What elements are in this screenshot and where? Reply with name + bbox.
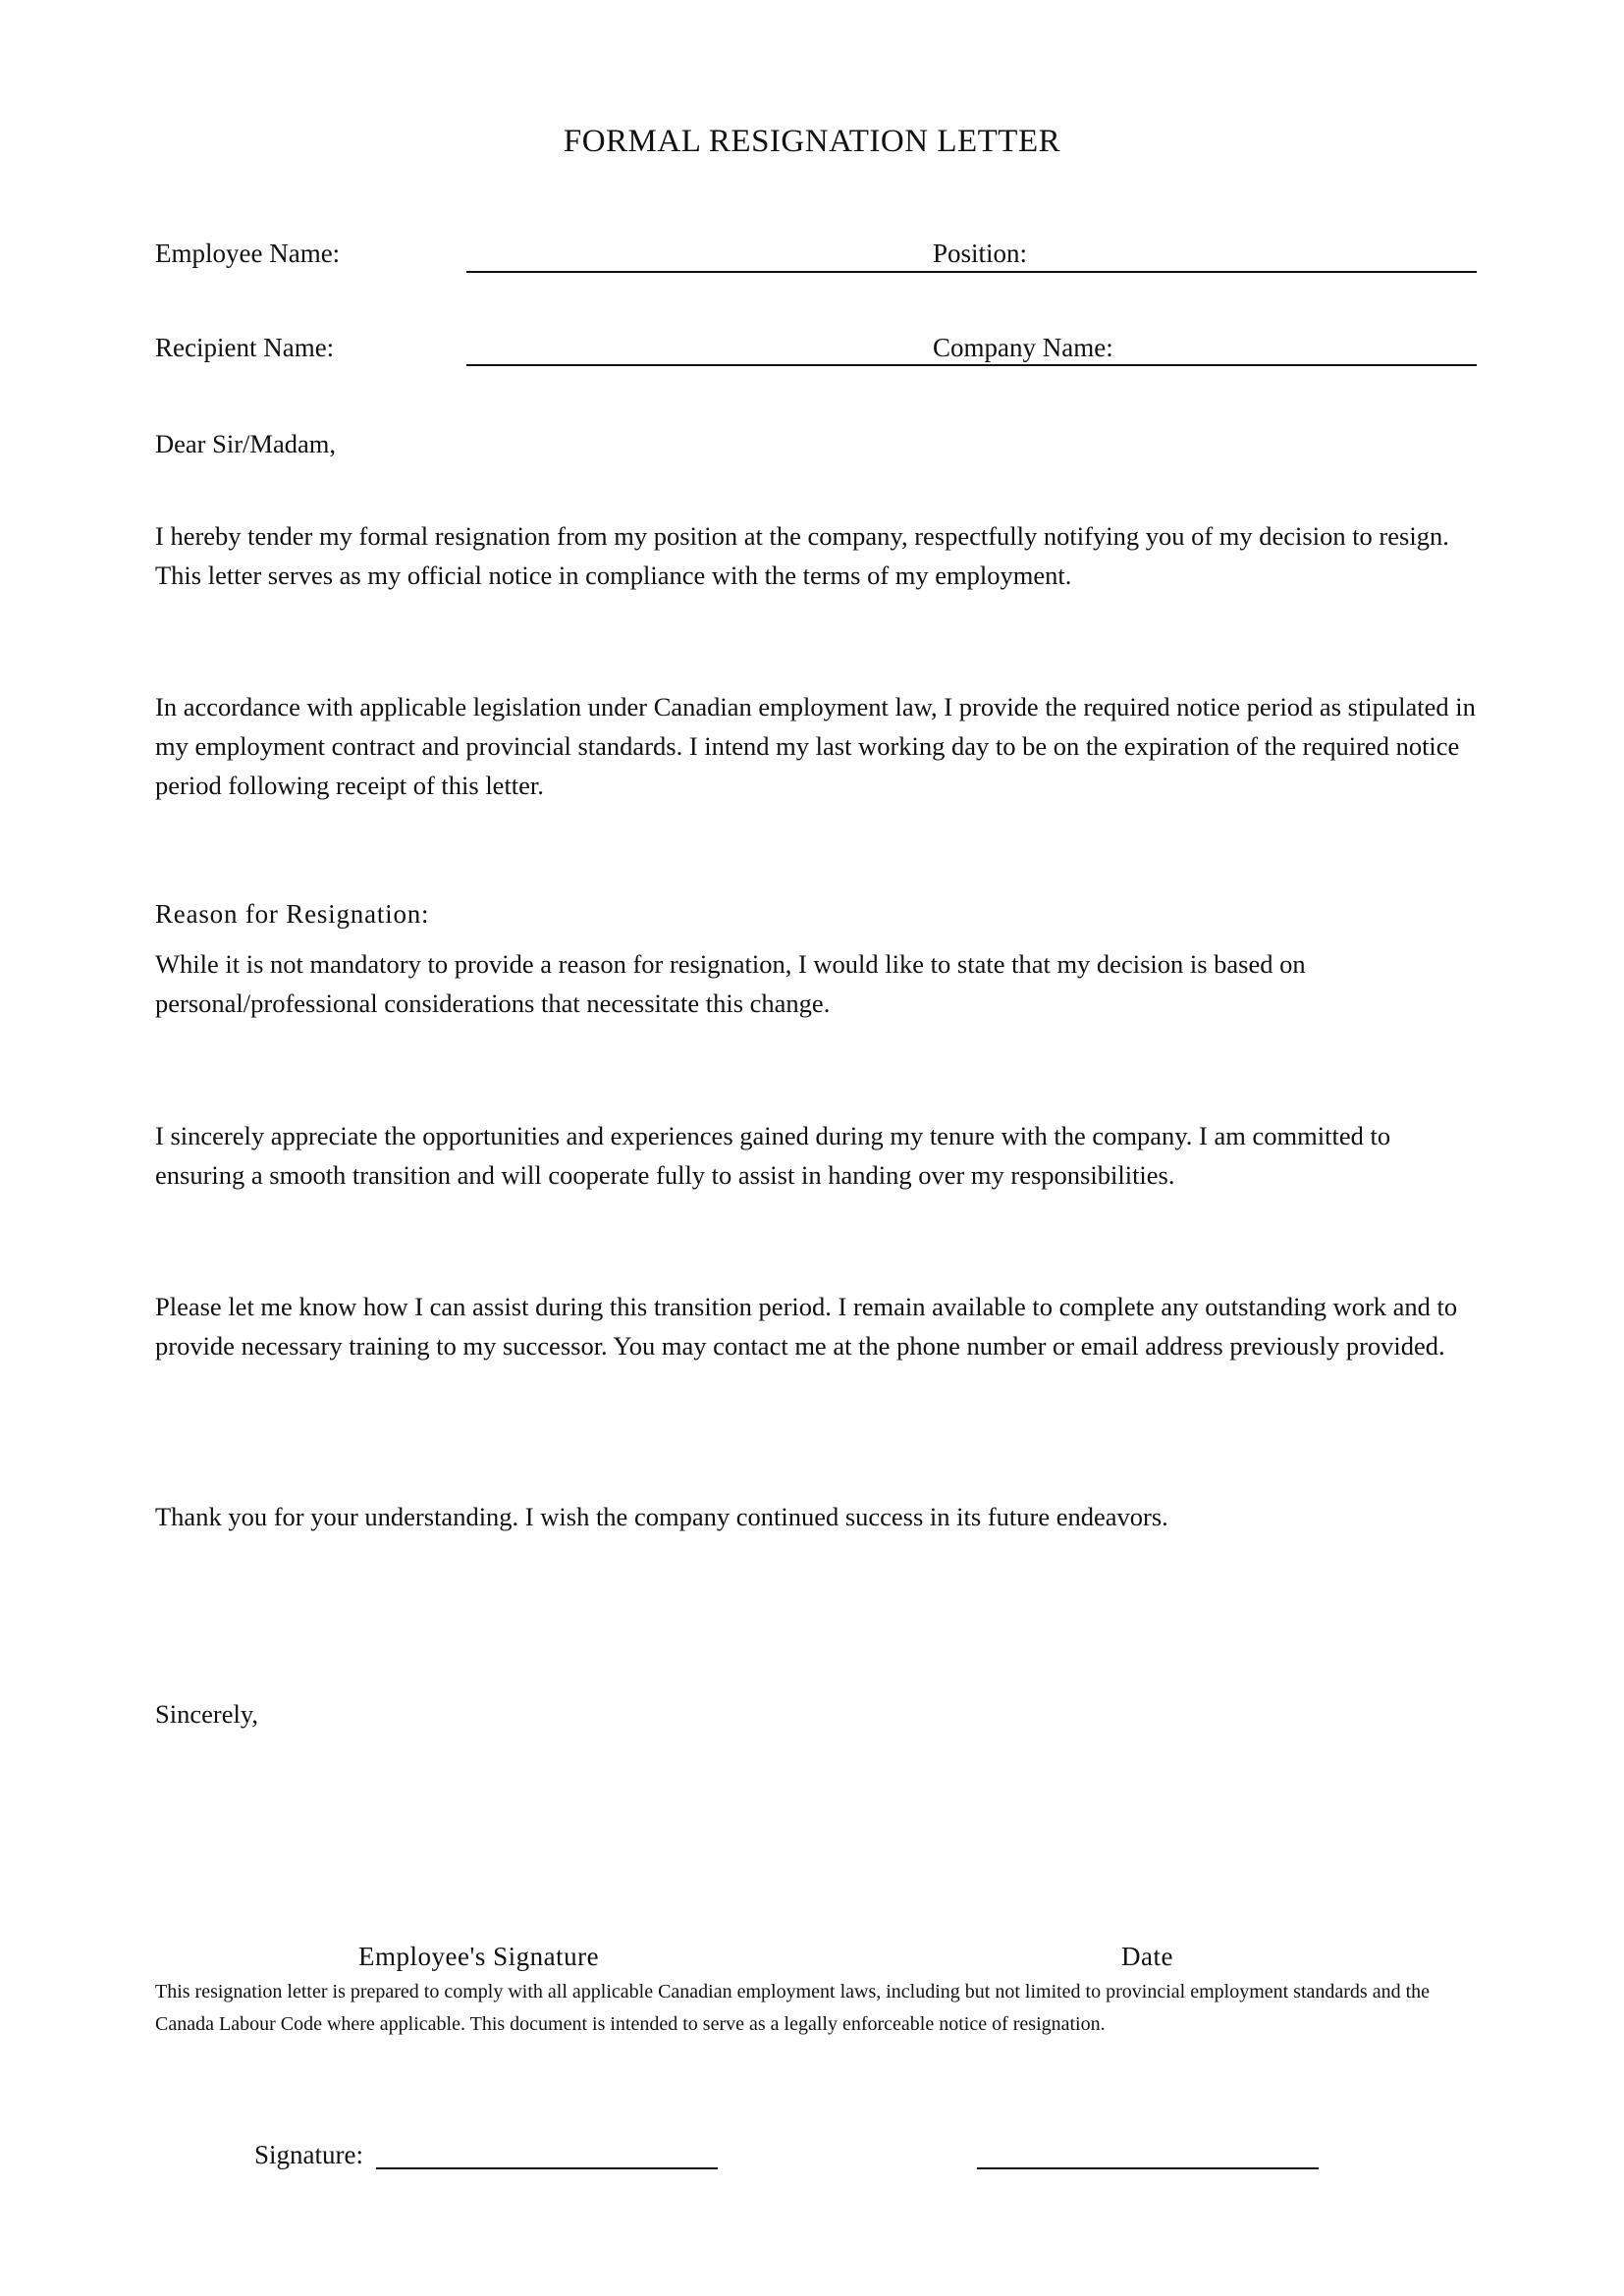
- paragraph-appreciation: I sincerely appreciate the opportunities and experiences gained during my tenure with the company. I am committed to ensuring a smooth transition and will cooperate fully to assist in handing over my responsibilities.: [155, 1121, 1391, 1190]
- bottom-signature-label: Signature:: [254, 2140, 363, 2169]
- closing: Sincerely,: [155, 1699, 258, 1729]
- date-blank-line[interactable]: [977, 2167, 1319, 2169]
- recipient-name-label: Recipient Name:: [155, 333, 335, 362]
- document-title: FORMAL RESIGNATION LETTER: [563, 124, 1061, 159]
- employee-name-position-line[interactable]: [466, 271, 1477, 273]
- reason-heading: Reason for Resignation:: [155, 899, 430, 929]
- position-label: Position:: [933, 239, 1028, 268]
- employee-name-label: Employee Name:: [155, 239, 341, 268]
- company-name-label: Company Name:: [933, 333, 1113, 362]
- date-label: Date: [1121, 1942, 1173, 1971]
- legal-fineprint: This resignation letter is prepared to comply with all applicable Canadian employment laws, including but not limited to provincial employment standards and the Canada Labour Code where applicable. This document is intended to serve as a legally enforceable notice of resignation.: [155, 1981, 1431, 2035]
- paragraph-legislation: In accordance with applicable legislation under Canadian employment law, I provide the required notice period as stipulated in my employment contract and provincial standards. I intend my last working day to be on the expiration of the required notice period following receipt of this letter.: [155, 692, 1476, 800]
- paragraph-transition: Please let me know how I can assist during this transition period. I remain available to complete any outstanding work and to provide necessary training to my successor. You may contact me at the phone number or email address previously provided.: [155, 1292, 1458, 1361]
- paragraph-notice: I hereby tender my formal resignation from my position at the company, respectfully notifying you of my decision to resign. This letter serves as my official notice in compliance with the terms of my employment.: [155, 521, 1449, 590]
- salutation: Dear Sir/Madam,: [155, 429, 336, 458]
- signature-blank-line[interactable]: [376, 2167, 718, 2169]
- paragraph-reason: While it is not mandatory to provide a reason for resignation, I would like to state that my decision is based on personal/professional considerations that necessitate this change.: [155, 949, 1306, 1018]
- paragraph-thanks: Thank you for your understanding. I wish the company continued success in its future endeavors.: [155, 1502, 1168, 1531]
- employee-signature-label: Employee's Signature: [358, 1942, 600, 1971]
- recipient-company-line[interactable]: [466, 364, 1477, 366]
